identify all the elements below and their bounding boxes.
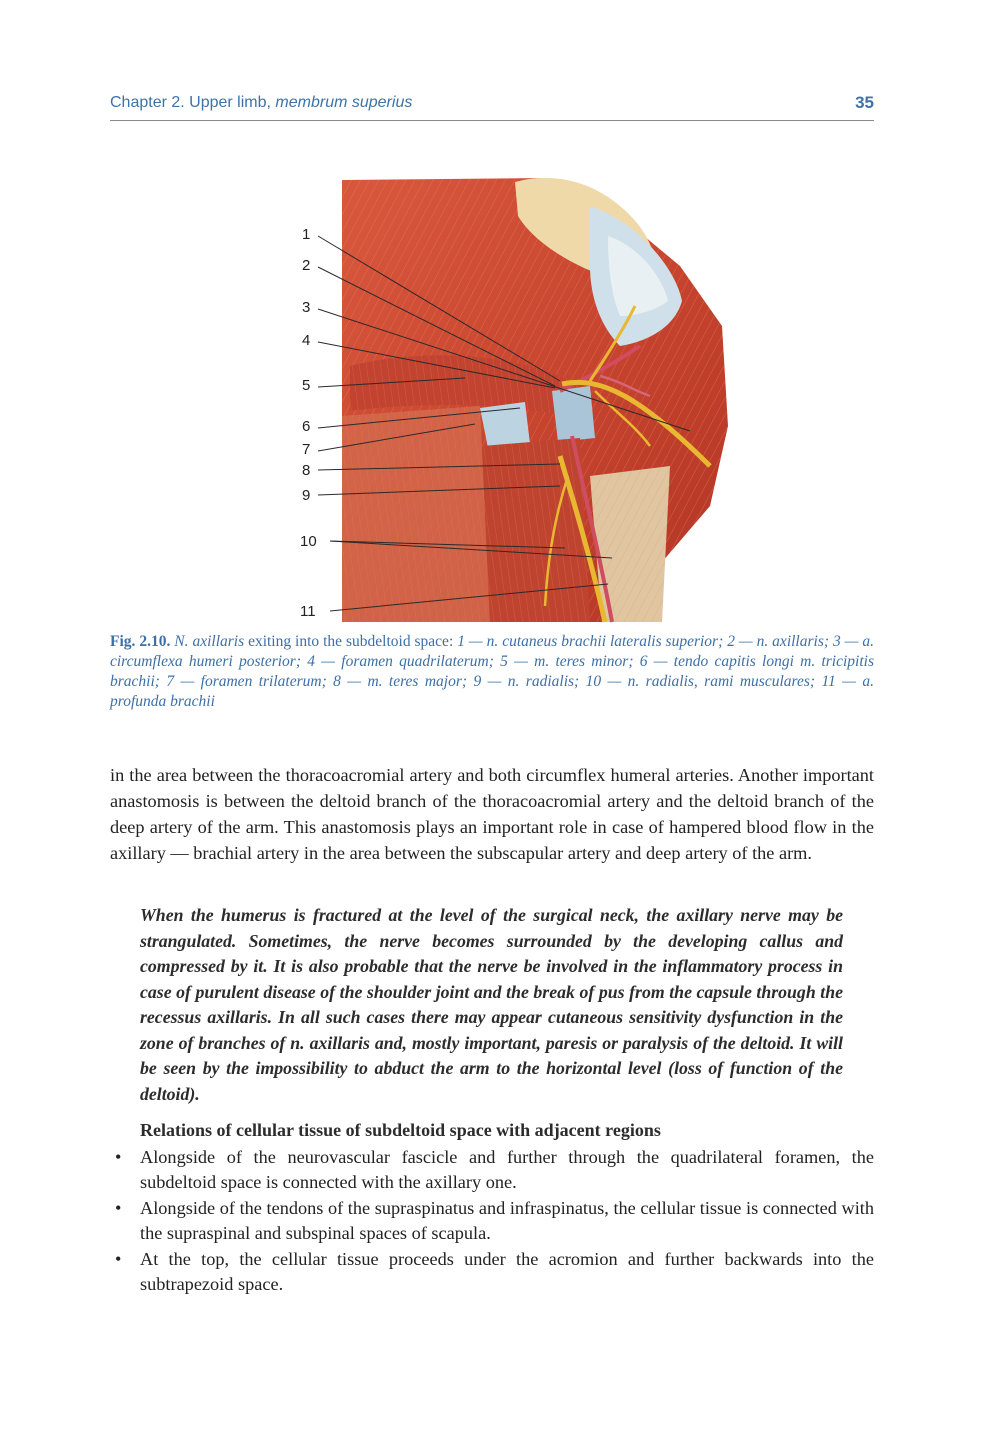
list-item [110, 1196, 874, 1246]
relations-list [110, 1145, 874, 1298]
teres-tendon [552, 386, 595, 442]
chapter-title [110, 94, 412, 112]
figure-label-3: 3 [302, 299, 311, 316]
figure-caption [110, 632, 874, 712]
anatomy-figure [290, 176, 740, 624]
chapter-latin: membrum superius [275, 94, 413, 111]
bullet-symbol: • [115, 1147, 122, 1167]
figure-label-1: 1 [302, 226, 311, 243]
list-item-text: Alongside of the tendons of the supraspinatus and infraspinatus, the cellular tissue is connected with the supraspinal and subspinal spaces of scapula. [140, 1198, 874, 1243]
bullet-symbol: • [115, 1249, 122, 1269]
page-number: 35 [855, 93, 874, 112]
bullet-symbol: • [115, 1198, 122, 1218]
figure-label-4: 4 [302, 332, 311, 349]
shoulder-illustration [290, 176, 740, 624]
list-item-text: Alongside of the neurovascular fascicle and further through the quadrilateral foramen, the subdeltoid space is connected with the axillary one. [140, 1147, 874, 1192]
chapter-prefix: Chapter 2. Upper limb, [110, 94, 276, 111]
caption-legend: 1 — n. cutaneus brachii lateralis superior; 2 — n. axillaris; 3 — a. circumflexa humeri posterior; 4 — foramen quadrilaterum; 5 — m. teres minor; 6 — tendo capitis longi m. tricipitis brachii; 7 — foramen trilaterum; 8 — m. teres major; 9 — n. radialis; 10 — n. radialis, rami musculares; 11 — a. profunda brachii [110, 633, 875, 710]
section-subheading: Relations of cellular tissue of subdeltoid space with adjacent regions [140, 1120, 661, 1140]
caption-title-rest: exiting into the subdeltoid space: [244, 633, 458, 650]
list-item [110, 1247, 874, 1297]
triceps-tendon [480, 402, 530, 448]
figure-label-11: 11 [300, 603, 316, 620]
figure-label-6: 6 [302, 418, 311, 435]
figure-label-7: 7 [302, 441, 311, 458]
caption-title-latin: N. axillaris [174, 633, 245, 650]
figure-label-10: 10 [300, 533, 317, 550]
figure-number: Fig. 2.10. [110, 633, 171, 650]
figure-label-2: 2 [302, 257, 311, 274]
body-paragraph: in the area between the thoracoacromial artery and both circumflex humeral arteries. Another important anastomosis is between the deltoid branch of the thoracoacromial artery and the deltoid branch of the deep artery of the arm. This anastomosis plays an important role in case of hampered blood flow in the axillary — brachial artery in the area between the subscapular artery and deep artery of the arm. [110, 765, 874, 863]
list-item [110, 1145, 874, 1195]
clinical-note: When the humerus is fractured at the level of the surgical neck, the axillary nerve may be strangulated. Sometimes, the nerve becomes surrounded by the developing callus and compressed by it. It is also probable that the nerve be involved in the inflammatory process in case of purulent disease of the shoulder joint and the break of pus from the capsule through the recessus axillaris. In all such cases there may appear cutaneous sensitivity dysfunction in the zone of branches of n. axillaris and, mostly important, paresis or paralysis of the deltoid. It will be seen by the impossibility to abduct the arm to the horizontal level (loss of function of the deltoid). [140, 905, 843, 1104]
figure-label-9: 9 [302, 487, 311, 504]
page-header [110, 94, 874, 121]
list-item-text: At the top, the cellular tissue proceeds under the acromion and further backwards into the subtrapezoid space. [140, 1249, 874, 1294]
figure-label-8: 8 [302, 462, 311, 479]
figure-label-5: 5 [302, 377, 311, 394]
